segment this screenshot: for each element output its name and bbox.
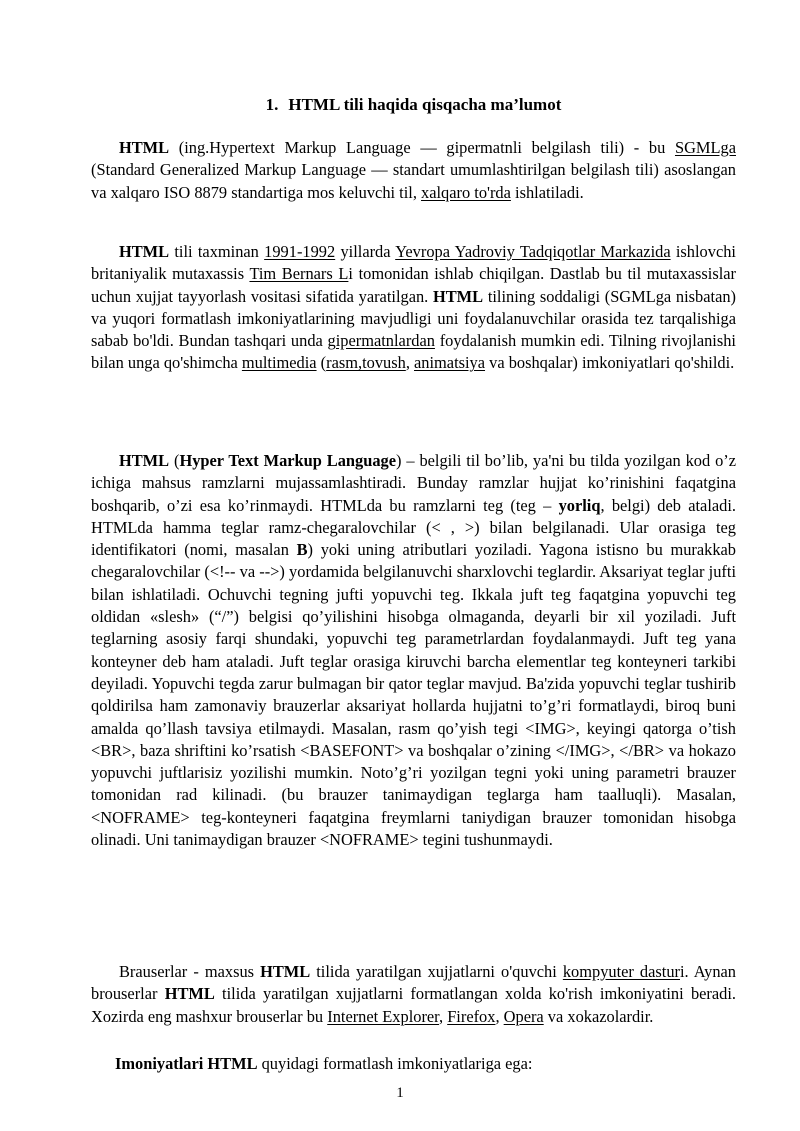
link-opera[interactable]: Opera bbox=[503, 1006, 544, 1026]
heading-title: HTML tili haqida qisqacha ma’lumot bbox=[288, 95, 562, 114]
bold-term: Hyper Text Markup Language bbox=[179, 451, 397, 470]
page-number: 1 bbox=[396, 1085, 404, 1101]
link-xalqaro-torda[interactable]: xalqaro to'rda bbox=[421, 182, 511, 202]
bold-term: Imoniyatlari HTML bbox=[115, 1054, 258, 1073]
link-firefox[interactable]: Firefox bbox=[447, 1006, 496, 1026]
link-1991-1992[interactable]: 1991-1992 bbox=[264, 242, 336, 261]
bold-term: HTML bbox=[119, 242, 170, 261]
heading-number: 1. bbox=[265, 95, 279, 114]
bold-term: yorliq bbox=[558, 495, 601, 515]
paragraph-capabilities-intro: Imoniyatlari HTML quyidagi formatlash imkoniyatlariga ega: bbox=[115, 1054, 533, 1073]
paragraph-browsers: Brauserlar - maxsus HTML tilida yaratilgan xujjatlarni o'quvchi kompyuter dasturi. Aynan brouserlar HTML tilida yaratilgan xujjatlarni formatlangan xolda ko'rish imkoniyatini beradi. Xozirda eng mashxur brouserlar bu Internet Explorer, Firefox, Opera va xokazolardir. bbox=[91, 962, 737, 1026]
bold-term: HTML bbox=[260, 962, 311, 981]
link-internet-explorer[interactable]: Internet Explorer bbox=[327, 1006, 439, 1026]
bold-term: B bbox=[296, 540, 308, 560]
link-yevropa-markazida[interactable]: Yevropa Yadroviy Tadqiqotlar Markazida bbox=[395, 242, 671, 261]
section-heading bbox=[91, 95, 736, 115]
bold-term: HTML bbox=[119, 138, 170, 157]
bold-term: HTML bbox=[119, 451, 170, 470]
link-multimedia[interactable]: multimedia bbox=[241, 353, 317, 373]
link-animatsiya[interactable]: animatsiya bbox=[414, 353, 486, 373]
paragraph-html-history: HTML tili taxminan 1991-1992 yillarda Yevropa Yadroviy Tadqiqotlar Markazida ishlovchi britaniyalik mutaxassis Tim Bernars Li tomonidan ishlab chiqilgan. Dastlab bu til mutaxassislar uchun xujjat tayyorlash vositasi sifatida yaratilgan. HTML tilining soddaligi (SGMLga nisbatan) va yuqori formatlash imkoniyatlarining mavjudligi uni foydalanuvchilar orasida tez tarqalishiga sabab bo'ldi. Bundan tashqari unda gipermatnlardan foydalanish mumkin edi. Tilning rivojlanishi bilan unga qo'shimcha multimedia (rasm,tovush, animatsiya va boshqalar) imkoniyatlari qo'shildi. bbox=[91, 242, 737, 373]
link-rasm-tovush[interactable]: rasm,tovush bbox=[326, 353, 406, 373]
link-sgmlga[interactable]: SGMLga bbox=[674, 138, 736, 157]
bold-term: HTML bbox=[164, 984, 215, 1004]
paragraph-html-definition: HTML (ing.Hypertext Markup Language — gipermatnli belgilash tili) - bu SGMLga (Standard Generalized Markup Language — standart umumlashtirilgan belgilash tili) asoslangan va xalqaro ISO 8879 standartiga mos keluvchi til, xalqaro to'rda ishlatiladi. bbox=[91, 138, 736, 202]
link-gipermatnlardan[interactable]: gipermatnlardan bbox=[327, 331, 435, 351]
link-kompyuter-dastur[interactable]: kompyuter dastur bbox=[562, 962, 680, 981]
link-tim-bernars-li[interactable]: Tim Bernars L bbox=[249, 264, 349, 284]
paragraph-html-tags: HTML (Hyper Text Markup Language) – belgili til bo’lib, ya'ni bu tilda yozilgan kod o’z ichiga mahsus ramzlarni mujassamlashtiradi. Bunday ramzlar hujjat ko’rinishini faqatgina boshqarib, o’zi esa ko’rinmaydi. HTMLda bu ramzlarni teg (teg – yorliq, belgi) deb ataladi. HTMLda hamma teglar ramz-chegaralovchilar (< , >) bilan belgilanadi. Ular orasiga teg identifikatori (nomi, masalan B) yoki uning atributlari yoziladi. Yagona istisno bu murakkab chegaralovchilar (<!-- va -->) yordamida belgilanuvchi sharxlovchi teglardir. Aksariyat teglar jufti bilan ishlatiladi. Ochuvchi tegning jufti yopuvchi teg. Ikkala juft teg faqatgina yopuvchi teg oldidan «slesh» (“/”) belgisi qo’yilishini hisobga olmaganda, deyarli bir xil yoziladi. Juft teglarning asosiy farqi shundaki, yopuvchi teg parametrlardan foydalanmaydi. Juft teg yana konteyner deb ham ataladi. Juft teglar orasiga kiruvchi barcha elementlar teg konteyneri tarkibi deyiladi. Yopuvchi tegda zarur bulmagan bir qator teglar mavjud. Ba'zida yopuvchi teglar tushirib qoldirilsa ham zamonaviy brauzerlar aksariyat hollarda hujjatni to’g’ri formatlaydi, biroq buni amalda qo’llash tavsiya etilmaydi. Masalan, rasm qo’yish tegi <IMG>, keyingi qatorga o’tish <BR>, baza shriftini ko’rsatish <BASEFONT> va boshqalar o’zining </IMG>, </BR> va hokazo yopuvchi juftlarisiz yozilishi mumkin. Noto’g’ri yozilgan tegni yoki uning parametri brauzer tomonidan rad kilinadi. (bu brauzer tanimaydigan teglarga ham taalluqli). Masalan, <NOFRAME> teg-konteyneri faqatgina freymlarni taniydigan brauzer tomonidan hisobga olinadi. Uni tanimaydigan brauzer <NOFRAME> tegini tushunmaydi. bbox=[91, 451, 736, 850]
bold-term: HTML bbox=[433, 286, 484, 306]
